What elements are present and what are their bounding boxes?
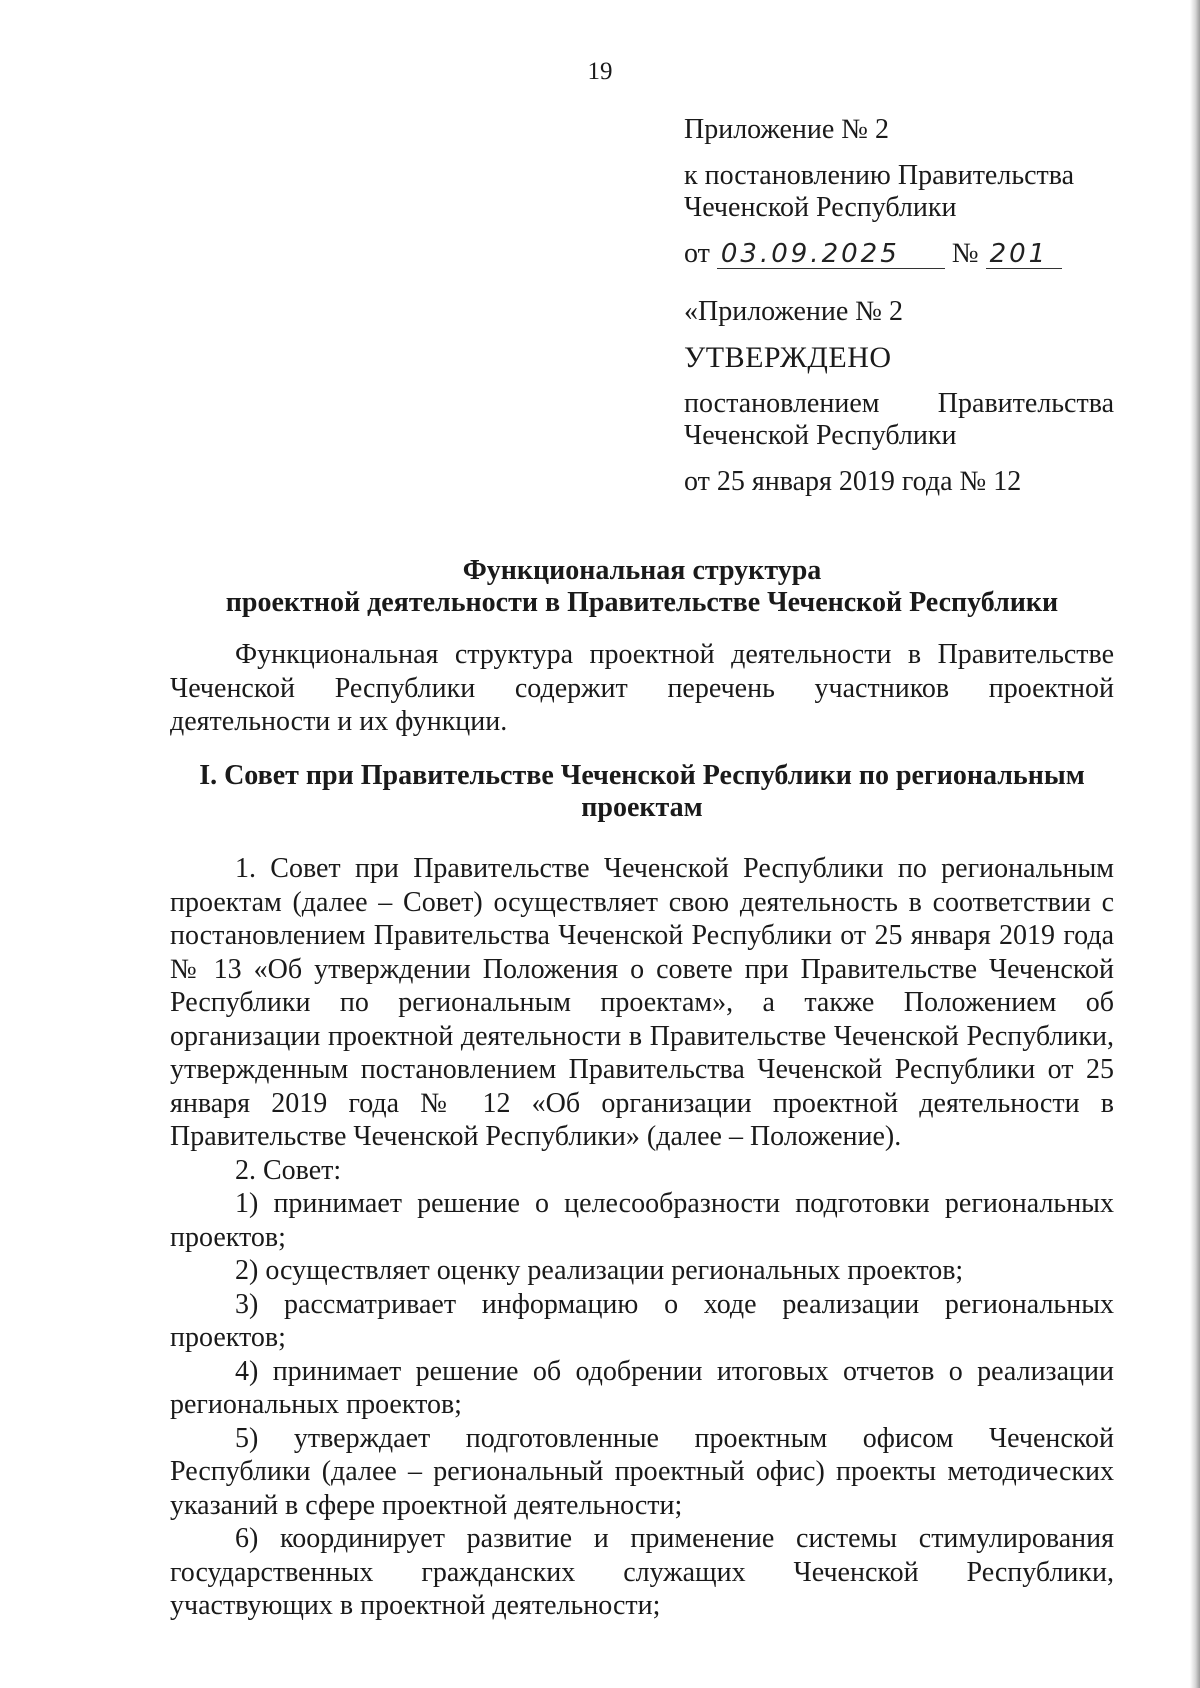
approved-date-line: от 25 января 2019 года № 12 <box>684 466 1022 497</box>
page-number: 19 <box>587 58 613 85</box>
annex-title: Приложение № 2 <box>684 114 889 145</box>
list-item: 3) рассматривает информацию о ходе реализации региональных проектов; <box>170 1288 1114 1353</box>
list-item: 6) координирует развитие и применение системы стимулирования государственных гражданских служащих Чеченской Республики, участвующих в проектной деятельности; <box>170 1523 1114 1621</box>
annex-ref-line: Чеченской Республики <box>684 192 957 223</box>
scan-page-edge <box>1190 0 1200 1688</box>
paragraph: 2. Совет: <box>235 1154 342 1186</box>
intro-text: Функциональная структура проектной деятельности в Правительстве Чеченской Республики содержит перечень участников проектной деятельности и их функции. <box>170 639 1114 737</box>
section-heading <box>170 760 1114 824</box>
annex-ref-line: к постановлению Правительства <box>684 160 1075 191</box>
annex-header <box>684 114 1114 270</box>
list-item: 2) осуществляет оценку реализации региональных проектов; <box>235 1255 964 1286</box>
approved-by-line: Чеченской Республики <box>684 420 957 451</box>
document-title <box>170 555 1114 619</box>
original-annex-title: «Приложение № 2 <box>684 296 903 327</box>
approved-by-word: Правительства <box>937 388 1114 419</box>
list-item: 1) принимает решение о целесообразности подготовки региональных проектов; <box>170 1188 1114 1253</box>
paragraph: 1. Совет при Правительстве Чеченской Республики по региональным проектам (далее – Совет) осуществляет свою деятельность в соответствии с постановлением Правительства Чеченской Республики от 25 января 2019 года № 13 «Об утверждении Положения о совете при Правительстве Чеченской Республики по региональным проектам», а также Положением об организации проектной деятельности в Правительстве Чеченской Республики, утвержденным постановлением Правительства Чеченской Республики от 25 января 2019 года № 12 «Об организации проектной деятельности в Правительстве Чеченской Республики» (далее – Положение). <box>170 853 1114 1152</box>
document-title-line: Функциональная структура <box>462 555 822 586</box>
list-item: 4) принимает решение об одобрении итоговых отчетов о реализации региональных проектов; <box>170 1355 1114 1420</box>
approved-by-word: постановлением <box>684 388 880 419</box>
original-annex-header <box>684 296 1114 498</box>
annex-date-line <box>684 238 1114 270</box>
section-heading-line: проектам <box>581 792 703 823</box>
number-prefix: № <box>951 238 979 269</box>
list-item: 5) утверждает подготовленные проектным офисом Чеченской Республики (далее – региональный проектный офис) проекты методических указаний в сфере проектной деятельности; <box>170 1422 1114 1521</box>
intro-paragraph <box>170 638 1114 739</box>
handwritten-date: 03.09.2025 <box>717 240 945 269</box>
section-heading-line: I. Совет при Правительстве Чеченской Республики по региональным <box>199 760 1085 791</box>
document-title-line: проектной деятельности в Правительстве Чеченской Республики <box>225 587 1059 618</box>
handwritten-number: 201 <box>986 240 1062 269</box>
approved-label: УТВЕРЖДЕНО <box>684 341 892 374</box>
approved-by-line <box>684 388 1114 420</box>
date-prefix: от <box>684 238 710 269</box>
section-body <box>170 852 1114 1623</box>
